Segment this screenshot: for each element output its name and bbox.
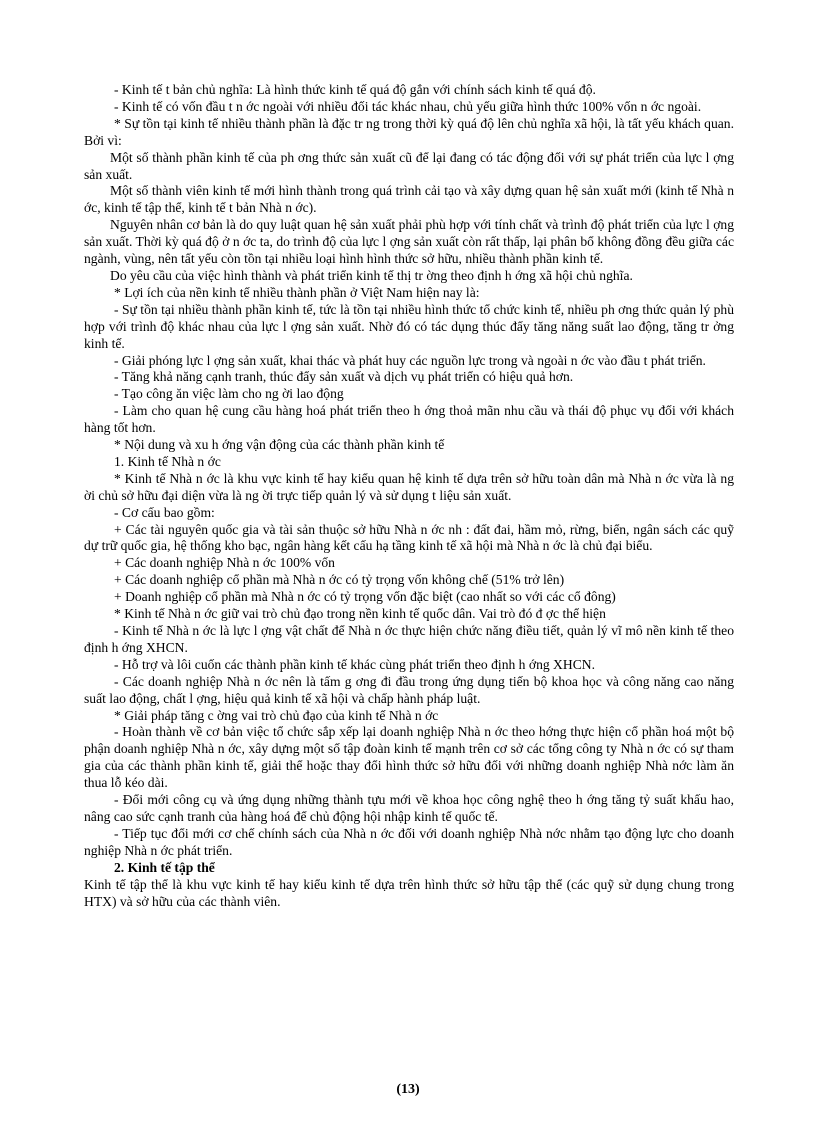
paragraph: - Cơ cấu bao gồm: — [114, 504, 215, 520]
paragraph: * Kinh tế Nhà n ớc là khu vực kinh tế hay kiểu quan hệ kinh tế dựa trên sở hữu toàn dân mà Nhà n ớc vừa là ng ời chủ sở hữu đại diện vừa là ng ời trực tiếp quản lý và sử dụng t liệu sản xuất. — [84, 470, 734, 503]
paragraph: - Sự tồn tại nhiều thành phần kinh tế, tức là tồn tại nhiều hình thức tổ chức kinh tế, nhiều ph ơng thức quản lý phù hợp với trình độ khác nhau của lực l ợng sản xuất. Nhờ đó có tác dụng thúc đẩy tăng năng suất lao động, tăng tr ởng kinh tế. — [84, 301, 734, 351]
paragraph: - Các doanh nghiệp Nhà n ớc nên là tấm g ơng đi đầu trong ứng dụng tiến bộ khoa học và công năng cao năng suất lao động, chất l ợng, hiệu quả kinh tế xã hội và chấp hành pháp luật. — [84, 673, 734, 706]
section-heading: 2. Kinh tế tập thể — [114, 859, 215, 875]
paragraph: + Các doanh nghiệp cổ phần mà Nhà n ớc có tỷ trọng vốn không chế (51% trở lên) — [114, 572, 565, 588]
paragraph: * Lợi ích của nền kinh tế nhiều thành phần ở Việt Nam hiện nay là: — [114, 284, 480, 300]
paragraph: + Các doanh nghiệp Nhà n ớc 100% vốn — [114, 555, 335, 571]
paragraph: - Tạo công ăn việc làm cho ng ời lao động — [114, 386, 344, 402]
paragraph: Do yêu cầu của việc hình thành và phát triển kinh tế thị tr ờng theo định h ớng xã hội chủ nghĩa. — [110, 267, 633, 283]
page-number: (13) — [396, 1082, 420, 1097]
paragraph: * Sự tồn tại kinh tế nhiều thành phần là đặc tr ng trong thời kỳ quá độ lên chủ nghĩa xã hội, là tất yếu khách quan. Bởi vì: — [84, 115, 734, 148]
paragraph: - Kinh tế Nhà n ớc là lực l ợng vật chất để Nhà n ớc thực hiện chức năng điều tiết, quản lý vĩ mô nền kinh tế theo định h ớng XHCN. — [84, 623, 734, 655]
paragraph: Kinh tế tập thể là khu vực kinh tế hay kiểu kinh tế dựa trên hình thức sở hữu tập thể (các quỹ sử dụng chung trong HTX) và sở hữu của các thành viên. — [84, 876, 734, 909]
paragraph: - Kinh tế t bản chủ nghĩa: Là hình thức kinh tế quá độ gắn với chính sách kinh tế quá độ. — [114, 82, 596, 97]
paragraph: + Các tài nguyên quốc gia và tài sản thuộc sở hữu Nhà n ớc nh : đất đai, hầm mỏ, rừng, biển, ngân sách các quỹ dự trữ quốc gia, hệ thống kho bạc, ngân hàng kết cấu hạ tầng kinh tế xã hội mà Nhà n ớc là chủ đại biểu. — [84, 521, 734, 554]
paragraph: - Đổi mới công cụ và ứng dụng những thành tựu mới về khoa học công nghệ theo h ớng tăng tỷ suất khấu hao, nâng cao sức cạnh tranh của hàng hoá để chủ động hội nhập kinh tế quốc tế. — [84, 792, 734, 824]
section-heading: 1. Kinh tế Nhà n ớc — [114, 453, 221, 469]
paragraph: + Doanh nghiệp cổ phần mà Nhà n ớc có tỷ trọng vốn đặc biệt (cao nhất so với các cổ đông) — [114, 589, 616, 605]
paragraph: Nguyên nhân cơ bản là do quy luật quan hệ sản xuất phải phù hợp với tính chất và trình độ phát triển của lực l ợng sản xuất. Thời kỳ quá độ ở n ớc ta, do trình độ của lực l ợng sản xuất còn rất thấp, lại phân bổ không đồng đều giữa các ngành, vùng, nên tất yếu còn tồn tại nhiều loại hình hình thức sở hữu, nhiều thành phần kinh tế. — [84, 217, 734, 267]
paragraph: - Giải phóng lực l ợng sản xuất, khai thác và phát huy các nguồn lực trong và ngoài n ớc vào đầu t phát triển. — [114, 352, 706, 368]
paragraph: Một số thành viên kinh tế mới hình thành trong quá trình cải tạo và xây dựng quan hệ sản xuất mới (kinh tế Nhà n ớc, kinh tế tập thể, kinh tế t bản Nhà n ớc). — [84, 183, 734, 216]
paragraph: - Hỗ trợ và lôi cuốn các thành phần kinh tế khác cùng phát triển theo định h ớng XHCN. — [114, 656, 595, 672]
paragraph: * Nội dung và xu h ớng vận động của các thành phần kinh tế — [114, 437, 445, 453]
paragraph: - Kinh tế có vốn đầu t n ớc ngoài với nhiều đối tác khác nhau, chủ yếu giữa hình thức 100% vốn n ớc ngoài. — [114, 98, 702, 114]
paragraph: - Tiếp tục đổi mới cơ chế chính sách của Nhà n ớc đối với doanh nghiệp Nhà nớc nhằm tạo động lực cho doanh nghiệp Nhà n ớc phát triển. — [84, 825, 734, 858]
paragraph: * Kinh tế Nhà n ớc giữ vai trò chủ đạo trong nền kinh tế quốc dân. Vai trò đó đ ợc thể hiện — [114, 606, 606, 622]
document-body — [84, 82, 734, 910]
paragraph: * Giải pháp tăng c ờng vai trò chủ đạo của kinh tế Nhà n ớc — [114, 707, 439, 723]
paragraph: - Tăng khả năng cạnh tranh, thúc đẩy sản xuất và dịch vụ phát triển có hiệu quả hơn. — [114, 369, 574, 385]
paragraph: - Làm cho quan hệ cung cầu hàng hoá phát triển theo h ớng thoả mãn nhu cầu và thái độ phục vụ đối với khách hàng tốt hơn. — [84, 403, 734, 436]
paragraph: Một số thành phần kinh tế của ph ơng thức sản xuất cũ để lại đang có tác động đối với sự phát triển của lực l ợng sản xuất. — [84, 149, 734, 182]
paragraph: - Hoàn thành về cơ bản việc tổ chức sắp xếp lại doanh nghiệp Nhà n ớc theo hớng thực hiện cổ phần hoá một bộ phận doanh nghiệp Nhà n ớc, xây dựng một số tập đoàn kinh tế mạnh trên cơ sở các tổng công ty Nhà n ớc có sự tham gia của các thành phần kinh tế, giải thể hoặc thay đổi hình thức sở hữu đối với những doanh nghiệp Nhà nớc làm ăn thua lỗ kéo dài. — [84, 724, 734, 791]
